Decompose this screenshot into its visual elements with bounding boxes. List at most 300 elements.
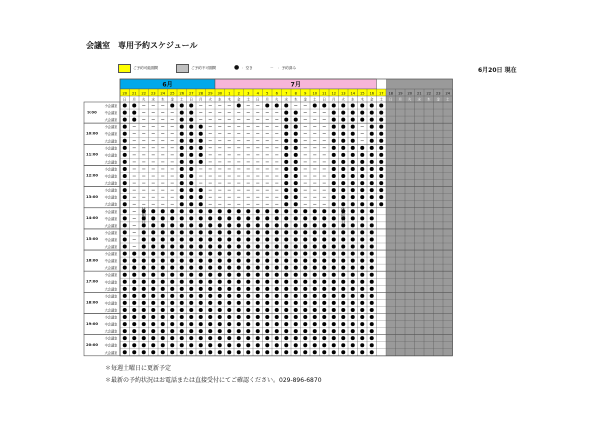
- available-dot: [237, 252, 241, 256]
- room-label-0-2: 大会議室: [104, 118, 118, 123]
- day-1: 21: [131, 91, 137, 96]
- room-label-11-2: 大会議室: [104, 350, 118, 355]
- available-dot: [284, 125, 288, 129]
- room-label-7-0: 小会議室: [104, 252, 118, 257]
- available-dot: [322, 223, 326, 227]
- available-dot: [170, 230, 174, 234]
- available-dot: [370, 174, 374, 178]
- available-dot: [161, 315, 165, 319]
- available-dot: [284, 230, 288, 234]
- available-dot: [294, 237, 298, 241]
- available-dot: [313, 343, 317, 347]
- available-dot: [246, 273, 250, 277]
- available-dot: [151, 315, 155, 319]
- available-dot: [151, 266, 155, 270]
- available-dot: [218, 266, 222, 270]
- available-dot: [246, 336, 250, 340]
- room-label-1-0: 小会議室: [104, 125, 118, 130]
- available-dot: [303, 308, 307, 312]
- available-dot: [370, 287, 374, 291]
- available-dot: [199, 230, 203, 234]
- available-dot: [379, 111, 383, 115]
- available-dot: [246, 259, 250, 263]
- available-dot: [370, 209, 374, 213]
- available-dot: [332, 266, 336, 270]
- available-dot: [189, 266, 193, 270]
- available-dot: [294, 294, 298, 298]
- available-dot: [237, 329, 241, 333]
- available-dot: [180, 188, 184, 192]
- day-4: 24: [160, 91, 166, 96]
- available-dot: [208, 350, 212, 354]
- available-dot: [123, 209, 127, 213]
- available-dot: [275, 223, 279, 227]
- available-dot: [180, 153, 184, 157]
- available-dot: [237, 336, 241, 340]
- available-dot: [265, 223, 269, 227]
- available-dot: [189, 216, 193, 220]
- available-dot: [237, 216, 241, 220]
- available-dot: [123, 181, 127, 185]
- time-label-9: 18:00: [85, 299, 99, 305]
- available-dot: [370, 167, 374, 171]
- available-dot: [189, 343, 193, 347]
- available-dot: [161, 322, 165, 326]
- available-dot: [341, 188, 345, 192]
- day-11: 1: [228, 91, 231, 96]
- available-dot: [142, 287, 146, 291]
- available-dot: [170, 223, 174, 227]
- day-22: 12: [331, 91, 337, 96]
- available-dot: [284, 188, 288, 192]
- available-dot: [303, 301, 307, 305]
- available-dot: [294, 125, 298, 129]
- available-dot: [322, 252, 326, 256]
- weekday-12: 金: [237, 97, 241, 102]
- available-dot: [332, 202, 336, 206]
- available-dot: [265, 315, 269, 319]
- available-dot: [199, 125, 203, 129]
- available-dot: [360, 266, 364, 270]
- available-dot: [142, 294, 146, 298]
- available-dot: [360, 153, 364, 157]
- available-dot: [227, 322, 231, 326]
- weekday-20: 土: [313, 97, 317, 102]
- available-dot: [227, 287, 231, 291]
- available-dot: [322, 308, 326, 312]
- available-dot: [180, 104, 184, 108]
- available-dot: [341, 111, 345, 115]
- available-dot: [275, 294, 279, 298]
- available-dot: [123, 266, 127, 270]
- available-dot: [370, 350, 374, 354]
- available-dot: [370, 195, 374, 199]
- available-dot: [123, 336, 127, 340]
- available-dot: [123, 287, 127, 291]
- available-dot: [360, 216, 364, 220]
- available-dot: [265, 322, 269, 326]
- available-dot: [322, 259, 326, 263]
- day-18: 8: [294, 91, 297, 96]
- available-dot: [256, 223, 260, 227]
- available-dot: [218, 216, 222, 220]
- available-dot: [170, 315, 174, 319]
- available-dot: [161, 216, 165, 220]
- available-dot: [294, 216, 298, 220]
- available-dot: [284, 273, 288, 277]
- available-dot: [123, 245, 127, 249]
- available-dot: [332, 195, 336, 199]
- available-dot: [351, 202, 355, 206]
- available-dot: [360, 118, 364, 122]
- available-dot: [341, 132, 345, 136]
- available-dot: [246, 245, 250, 249]
- available-dot: [351, 343, 355, 347]
- available-dot: [284, 160, 288, 164]
- available-dot: [370, 146, 374, 150]
- available-dot: [170, 308, 174, 312]
- available-dot: [161, 287, 165, 291]
- available-dot: [341, 308, 345, 312]
- available-dot: [284, 132, 288, 136]
- available-dot: [123, 280, 127, 284]
- available-dot: [341, 259, 345, 263]
- available-dot: [180, 216, 184, 220]
- time-label-4: 13:00: [85, 193, 99, 199]
- available-dot: [199, 266, 203, 270]
- available-dot: [142, 252, 146, 256]
- available-dot: [284, 308, 288, 312]
- available-dot: [313, 329, 317, 333]
- available-dot: [275, 273, 279, 277]
- weekday-8: 月: [199, 97, 203, 102]
- available-dot: [351, 111, 355, 115]
- available-dot: [294, 209, 298, 213]
- available-dot: [161, 329, 165, 333]
- available-dot: [265, 280, 269, 284]
- available-dot: [237, 308, 241, 312]
- available-dot: [123, 252, 127, 256]
- available-dot: [284, 287, 288, 291]
- room-label-10-2: 大会議室: [104, 329, 118, 334]
- available-dot: [370, 336, 374, 340]
- available-dot: [313, 294, 317, 298]
- available-dot: [351, 322, 355, 326]
- available-dot: [265, 209, 269, 213]
- available-dot: [275, 252, 279, 256]
- available-dot: [180, 160, 184, 164]
- available-dot: [170, 294, 174, 298]
- available-dot: [208, 336, 212, 340]
- available-dot: [360, 195, 364, 199]
- available-dot: [227, 343, 231, 347]
- available-dot: [370, 216, 374, 220]
- closed-day-note-1-1: 館: [341, 213, 346, 219]
- available-dot: [180, 245, 184, 249]
- available-dot: [208, 329, 212, 333]
- available-dot: [123, 118, 127, 122]
- available-dot: [341, 153, 345, 157]
- available-dot: [199, 322, 203, 326]
- available-dot: [322, 266, 326, 270]
- room-label-5-1: 中会議室: [104, 216, 118, 221]
- available-dot: [256, 343, 260, 347]
- available-dot: [341, 195, 345, 199]
- available-dot: [360, 315, 364, 319]
- weekday-2: 火: [142, 97, 146, 102]
- available-dot: [161, 230, 165, 234]
- time-label-2: 11:00: [85, 151, 99, 157]
- available-dot: [370, 280, 374, 284]
- available-dot: [180, 273, 184, 277]
- available-dot: [142, 336, 146, 340]
- available-dot: [294, 195, 298, 199]
- available-dot: [256, 280, 260, 284]
- available-dot: [351, 280, 355, 284]
- available-dot: [151, 252, 155, 256]
- available-dot: [189, 237, 193, 241]
- available-dot: [123, 230, 127, 234]
- available-dot: [218, 209, 222, 213]
- available-dot: [265, 245, 269, 249]
- available-dot: [370, 343, 374, 347]
- available-dot: [151, 237, 155, 241]
- available-dot: [161, 336, 165, 340]
- available-dot: [313, 280, 317, 284]
- available-dot: [351, 216, 355, 220]
- available-dot: [294, 146, 298, 150]
- available-dot: [322, 336, 326, 340]
- available-dot: [199, 223, 203, 227]
- time-label-7: 16:00: [85, 257, 99, 263]
- available-dot: [180, 322, 184, 326]
- available-dot: [275, 301, 279, 305]
- available-dot: [284, 195, 288, 199]
- available-dot: [265, 350, 269, 354]
- available-dot: [294, 301, 298, 305]
- available-dot: [284, 259, 288, 263]
- available-dot: [284, 202, 288, 206]
- available-dot: [123, 111, 127, 115]
- available-dot: [332, 181, 336, 185]
- day-23: 13: [340, 91, 346, 96]
- available-dot: [246, 343, 250, 347]
- available-dot: [227, 259, 231, 263]
- available-dot: [170, 287, 174, 291]
- available-dot: [294, 308, 298, 312]
- available-dot: [199, 245, 203, 249]
- available-dot: [189, 111, 193, 115]
- weekday-0: 日: [123, 97, 127, 102]
- available-dot: [275, 259, 279, 263]
- available-dot: [199, 308, 203, 312]
- available-dot: [170, 252, 174, 256]
- available-dot: [294, 160, 298, 164]
- available-dot: [265, 104, 269, 108]
- available-dot: [123, 104, 127, 108]
- available-dot: [256, 294, 260, 298]
- available-dot: [237, 294, 241, 298]
- room-label-11-1: 中会議室: [104, 343, 118, 348]
- day-9: 29: [207, 91, 213, 96]
- available-dot: [142, 237, 146, 241]
- available-dot: [351, 104, 355, 108]
- available-dot: [180, 350, 184, 354]
- available-dot: [132, 287, 136, 291]
- available-dot: [284, 252, 288, 256]
- available-dot: [132, 294, 136, 298]
- weekday-21: 日: [322, 97, 326, 102]
- available-dot: [360, 146, 364, 150]
- day-28: 18: [388, 91, 394, 96]
- available-dot: [360, 209, 364, 213]
- available-dot: [151, 343, 155, 347]
- available-dot: [341, 287, 345, 291]
- available-dot: [379, 160, 383, 164]
- available-dot: [218, 315, 222, 319]
- available-dot: [161, 273, 165, 277]
- available-dot: [351, 301, 355, 305]
- available-dot: [313, 245, 317, 249]
- available-dot: [199, 132, 203, 136]
- available-dot: [370, 322, 374, 326]
- available-dot: [265, 266, 269, 270]
- available-dot: [151, 280, 155, 284]
- weekday-30: 火: [408, 97, 412, 102]
- available-dot: [351, 188, 355, 192]
- available-dot: [151, 301, 155, 305]
- available-dot: [360, 259, 364, 263]
- available-dot: [180, 139, 184, 143]
- available-dot: [332, 322, 336, 326]
- available-dot: [246, 237, 250, 241]
- available-dot: [370, 181, 374, 185]
- time-label-6: 15:00: [85, 236, 99, 242]
- available-dot: [313, 336, 317, 340]
- room-label-4-2: 大会議室: [104, 202, 118, 207]
- available-dot: [237, 343, 241, 347]
- available-dot: [379, 139, 383, 143]
- available-dot: [208, 315, 212, 319]
- closed-day-note-0-0: 休: [141, 207, 146, 213]
- available-dot: [189, 125, 193, 129]
- available-dot: [341, 174, 345, 178]
- available-dot: [351, 308, 355, 312]
- available-dot: [256, 287, 260, 291]
- available-dot: [132, 280, 136, 284]
- time-label-3: 12:00: [85, 172, 99, 178]
- available-dot: [303, 237, 307, 241]
- available-dot: [180, 301, 184, 305]
- available-dot: [332, 280, 336, 284]
- available-dot: [189, 252, 193, 256]
- available-dot: [199, 160, 203, 164]
- available-dot: [170, 245, 174, 249]
- available-dot: [208, 322, 212, 326]
- available-dot: [208, 287, 212, 291]
- available-dot: [351, 118, 355, 122]
- available-dot: [189, 174, 193, 178]
- available-dot: [246, 322, 250, 326]
- room-label-6-2: 大会議室: [104, 245, 118, 249]
- weekday-31: 水: [417, 97, 421, 102]
- available-dot: [313, 266, 317, 270]
- available-dot: [256, 230, 260, 234]
- available-dot: [170, 259, 174, 263]
- available-dot: [294, 280, 298, 284]
- available-dot: [360, 301, 364, 305]
- available-dot: [275, 266, 279, 270]
- available-dot: [256, 266, 260, 270]
- day-32: 22: [426, 91, 432, 96]
- available-dot: [275, 287, 279, 291]
- available-dot: [360, 111, 364, 115]
- room-label-2-2: 大会議室: [104, 160, 118, 165]
- available-dot: [341, 350, 345, 354]
- available-dot: [360, 202, 364, 206]
- available-dot: [237, 209, 241, 213]
- available-dot: [161, 209, 165, 213]
- available-dot: [332, 343, 336, 347]
- available-dot: [341, 252, 345, 256]
- available-dot: [237, 315, 241, 319]
- day-6: 26: [179, 91, 185, 96]
- available-dot: [284, 174, 288, 178]
- time-label-1: 10:00: [85, 130, 99, 136]
- available-dot: [360, 329, 364, 333]
- available-dot: [170, 350, 174, 354]
- available-dot: [322, 350, 326, 354]
- available-dot: [227, 216, 231, 220]
- room-label-6-1: 中会議室: [104, 237, 118, 242]
- available-dot: [142, 350, 146, 354]
- weekday-9: 火: [208, 97, 212, 102]
- available-dot: [313, 237, 317, 241]
- available-dot: [332, 237, 336, 241]
- available-dot: [341, 266, 345, 270]
- available-dot: [284, 245, 288, 249]
- available-dot: [199, 280, 203, 284]
- available-dot: [199, 209, 203, 213]
- day-7: 27: [188, 91, 194, 96]
- available-dot: [132, 336, 136, 340]
- available-dot: [189, 350, 193, 354]
- available-dot: [341, 118, 345, 122]
- available-dot: [180, 343, 184, 347]
- available-dot: [284, 209, 288, 213]
- available-dot: [123, 343, 127, 347]
- available-dot: [284, 266, 288, 270]
- available-dot: [332, 216, 336, 220]
- available-dot: [161, 245, 165, 249]
- available-dot: [199, 216, 203, 220]
- available-dot: [275, 237, 279, 241]
- available-dot: [218, 280, 222, 284]
- available-dot: [322, 329, 326, 333]
- available-dot: [332, 223, 336, 227]
- available-dot: [294, 336, 298, 340]
- available-dot: [180, 294, 184, 298]
- available-dot: [265, 216, 269, 220]
- available-dot: [341, 237, 345, 241]
- room-label-2-1: 中会議室: [104, 153, 118, 158]
- weekday-25: 木: [360, 97, 364, 102]
- available-dot: [123, 223, 127, 227]
- available-dot: [208, 343, 212, 347]
- available-dot: [275, 343, 279, 347]
- available-dot: [360, 308, 364, 312]
- available-dot: [332, 132, 336, 136]
